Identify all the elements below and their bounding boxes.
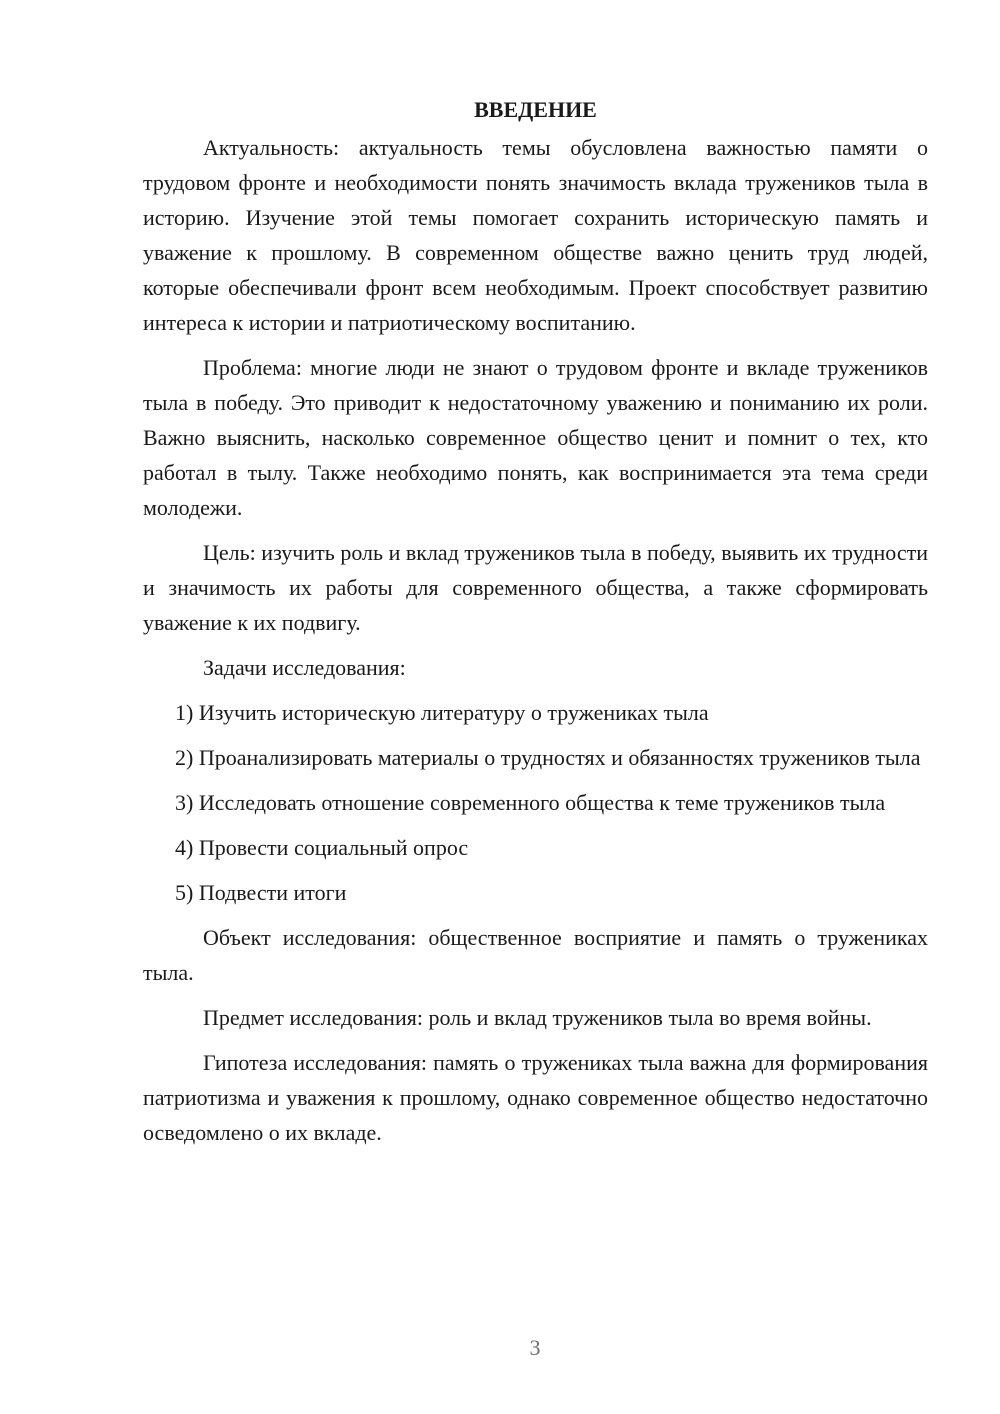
task-item: 5) Подвести итоги xyxy=(175,880,347,905)
task-item: 4) Провести социальный опрос xyxy=(175,835,469,860)
task-item: 1) Изучить историческую литературу о тружениках тыла xyxy=(175,700,709,725)
goal-paragraph: Цель: изучить роль и вклад тружеников тыла в победу, выявить их трудности и значимость их работы для современного общества, а также сформировать уважение к их подвигу. xyxy=(143,540,928,635)
document-page xyxy=(143,92,928,1150)
tasks-heading: Задачи исследования: xyxy=(203,655,406,680)
relevance-paragraph: Актуальность: актуальность темы обусловлена важностью памяти о трудовом фронте и необходимости понять значимость вклада тружеников тыла в историю. Изучение этой темы помогает сохранить историческую память и уважение к прошлому. В современном обществе важно ценить труд людей, которые обеспечивали фронт всем необходимым. Проект способствует развитию интереса к истории и патриотическому воспитанию. xyxy=(143,135,928,335)
hypothesis-paragraph: Гипотеза исследования: память о тружениках тыла важна для формирования патриотизма и уважения к прошлому, однако современное общество недостаточно осведомлено о их вкладе. xyxy=(143,1050,928,1145)
problem-paragraph: Проблема: многие люди не знают о трудовом фронте и вкладе тружеников тыла в победу. Это приводит к недостаточному уважению и пониманию их роли. Важно выяснить, насколько современное общество ценит и помнит о тех, кто работал в тылу. Также необходимо понять, как воспринимается эта тема среди молодежи. xyxy=(143,355,928,520)
task-item: 3) Исследовать отношение современного общества к теме тружеников тыла xyxy=(175,790,886,815)
subject-paragraph: Предмет исследования: роль и вклад тружеников тыла во время войны. xyxy=(203,1005,872,1030)
page-title: ВВЕДЕНИЕ xyxy=(474,97,597,122)
task-item: 2) Проанализировать материалы о трудностях и обязанностях тружеников тыла xyxy=(175,745,921,770)
object-paragraph: Объект исследования: общественное восприятие и память о тружениках тыла. xyxy=(143,925,928,985)
page-number: 3 xyxy=(529,1335,541,1360)
